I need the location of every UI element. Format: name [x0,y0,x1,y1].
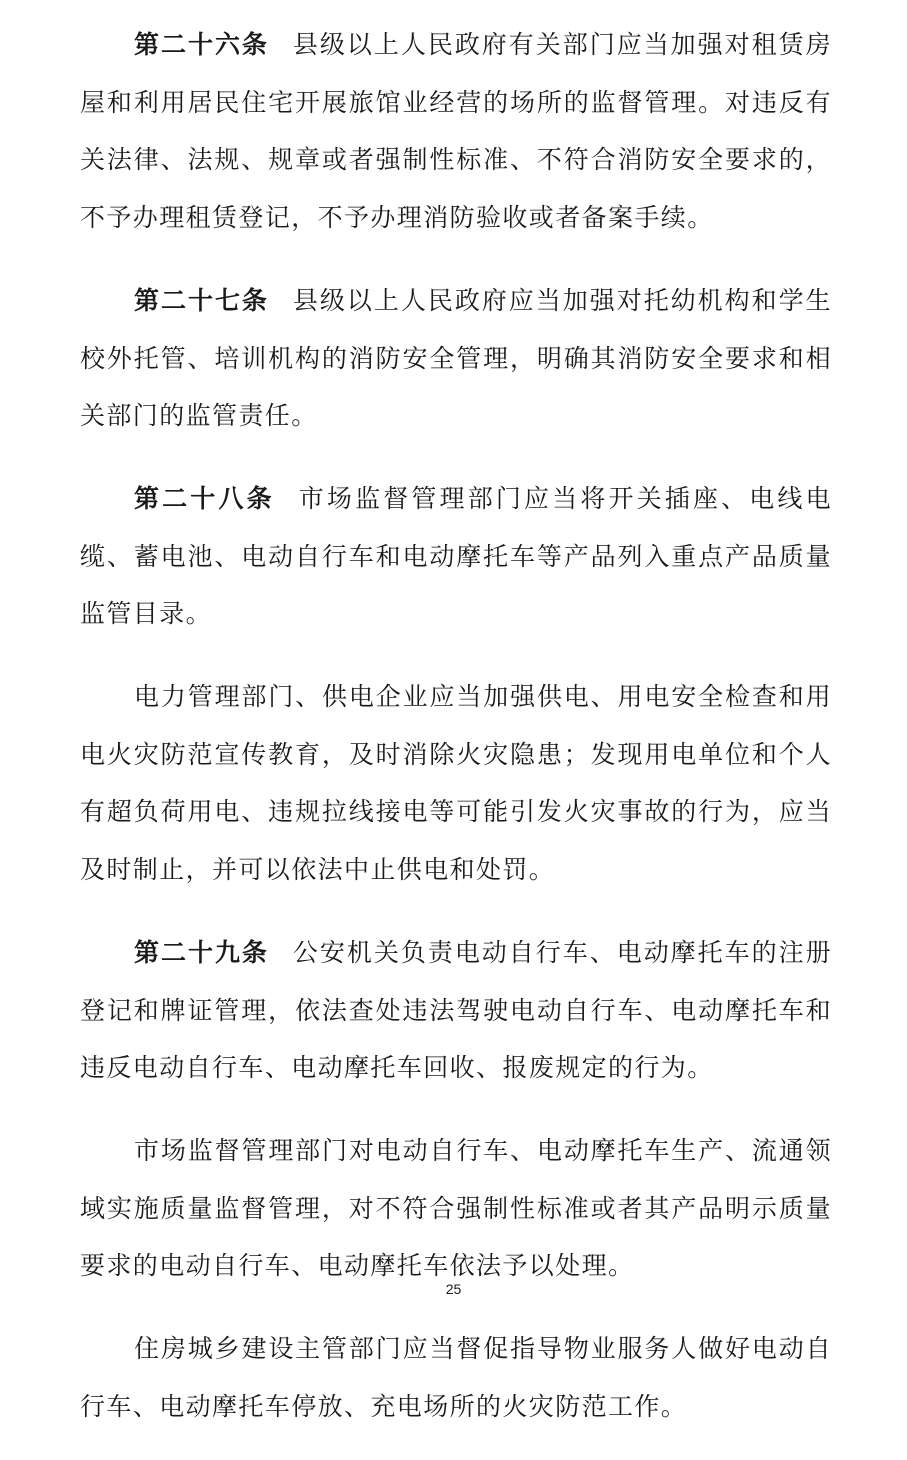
article-27-paragraph [80,272,832,445]
article-29-clause-3-paragraph [80,1320,832,1435]
article-28-text: 市场监督管理部门应当将开关插座、电线电缆、蓄电池、电动自行车和电动摩托车等产品列入重点产品质量监管目录。 [80,483,832,629]
article-28-clause-2-text: 电力管理部门、供电企业应当加强供电、用电安全检查和用电火灾防范宣传教育，及时消除火灾隐患；发现用电单位和个人有超负荷用电、违规拉线接电等可能引发火灾事故的行为，应当及时制止，并可以依法中止供电和处罚。 [80,682,832,885]
article-26-text: 县级以上人民政府有关部门应当加强对租赁房屋和利用居民住宅开展旅馆业经营的场所的监督管理。对违反有关法律、法规、规章或者强制性标准、不符合消防安全要求的，不予办理租赁登记，不予办理消防验收或者备案手续。 [80,30,832,233]
article-27-text: 县级以上人民政府应当加强对托幼机构和学生校外托管、培训机构的消防安全管理，明确其消防安全要求和相关部门的监管责任。 [80,285,832,431]
article-28-clause-2-paragraph [80,668,832,899]
article-29-text: 公安机关负责电动自行车、电动摩托车的注册登记和牌证管理，依法查处违法驾驶电动自行车、电动摩托车和违反电动自行车、电动摩托车回收、报废规定的行为。 [80,937,832,1083]
article-28-paragraph [80,470,832,643]
article-29-paragraph [80,924,832,1097]
article-28-number: 第二十八条 [134,483,275,513]
article-26-number: 第二十六条 [134,30,269,59]
article-26-paragraph [80,16,832,247]
article-27-number: 第二十七条 [134,285,269,315]
article-29-clause-2-paragraph [80,1122,832,1295]
article-29-clause-2-text: 市场监督管理部门对电动自行车、电动摩托车生产、流通领域实施质量监督管理，对不符合强制性标准或者其产品明示质量要求的电动自行车、电动摩托车依法予以处理。 [80,1135,832,1281]
page-number: 25 [445,1281,462,1297]
article-29-number: 第二十九条 [134,937,269,967]
document-body [80,16,832,1460]
article-29-clause-3-text: 住房城乡建设主管部门应当督促指导物业服务人做好电动自行车、电动摩托车停放、充电场所的火灾防范工作。 [80,1334,832,1421]
